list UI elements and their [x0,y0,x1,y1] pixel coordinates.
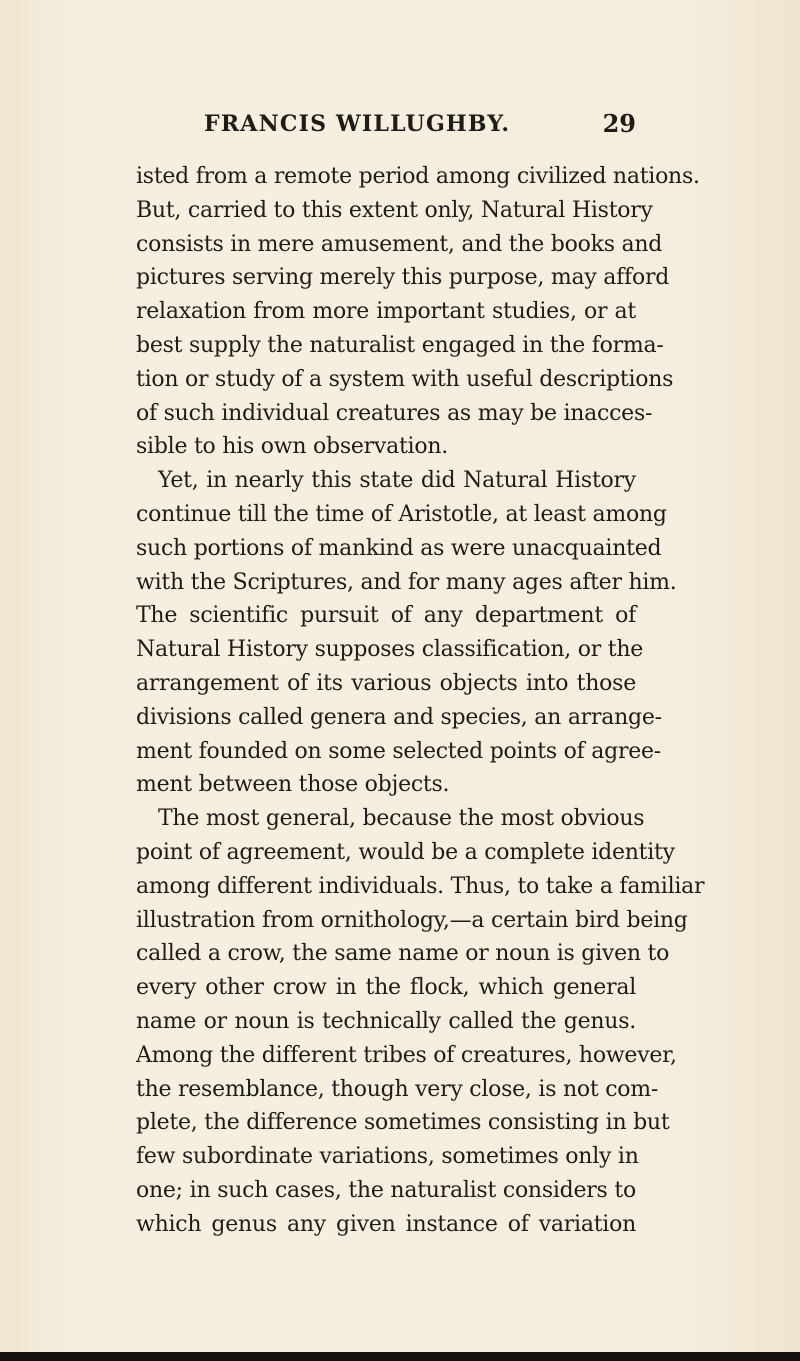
scan-border [0,1352,800,1361]
text-line: pictures serving merely this purpose, may afford [136,265,670,291]
text-line: few subordinate variations, sometimes only in [136,1144,639,1170]
page-number: 29 [602,109,636,138]
text-line: which genus any given instance of variation [136,1211,636,1237]
text-line: illustration from ornithology,—a certain bird being [136,907,688,933]
text-line: such portions of mankind as were unacquainted [136,535,662,561]
text-line: of such individual creatures as may be inacces- [136,400,653,426]
text-line: called a crow, the same name or noun is given to [136,941,670,967]
text-line: Among the different tribes of creatures, however, [136,1042,677,1068]
text-line: ment founded on some selected points of agree- [136,738,661,764]
text-line: divisions called genera and species, an arrange- [136,704,662,730]
text-line: sible to his own observation. [136,434,448,460]
text-line: tion or study of a system with useful descriptions [136,366,674,392]
text-line: among different individuals. Thus, to take a familiar [136,873,705,899]
page-header [136,104,636,144]
text-line: one; in such cases, the naturalist considers to [136,1177,636,1203]
text-line: The most general, because the most obvious [158,806,645,832]
text-line: point of agreement, would be a complete identity [136,839,675,865]
text-line: every other crow in the flock, which general [136,975,636,1001]
text-line: with the Scriptures, and for many ages after him. [136,569,677,595]
text-line: continue till the time of Aristotle, at least among [136,501,667,527]
text-line: plete, the difference sometimes consisting in but [136,1110,670,1136]
text-line: Yet, in nearly this state did Natural History [158,468,636,494]
text-line: name or noun is technically called the genus. [136,1008,636,1034]
text-line: isted from a remote period among civilized nations. [136,164,700,189]
text-line: arrangement of its various objects into those [136,670,636,696]
body-text [136,160,705,1242]
text-line: consists in mere amusement, and the books and [136,231,663,257]
text-line: best supply the naturalist engaged in the forma- [136,332,664,358]
text-line: ment between those objects. [136,772,450,798]
text-line: Natural History supposes classification, or the [136,637,644,663]
text-line: The scientific pursuit of any department of [136,603,636,629]
text-line: relaxation from more important studies, or at [136,299,636,325]
running-title: FRANCIS WILLUGHBY. [204,111,511,137]
text-line: But, carried to this extent only, Natural History [136,197,653,223]
text-line: the resemblance, though very close, is not com- [136,1076,659,1102]
